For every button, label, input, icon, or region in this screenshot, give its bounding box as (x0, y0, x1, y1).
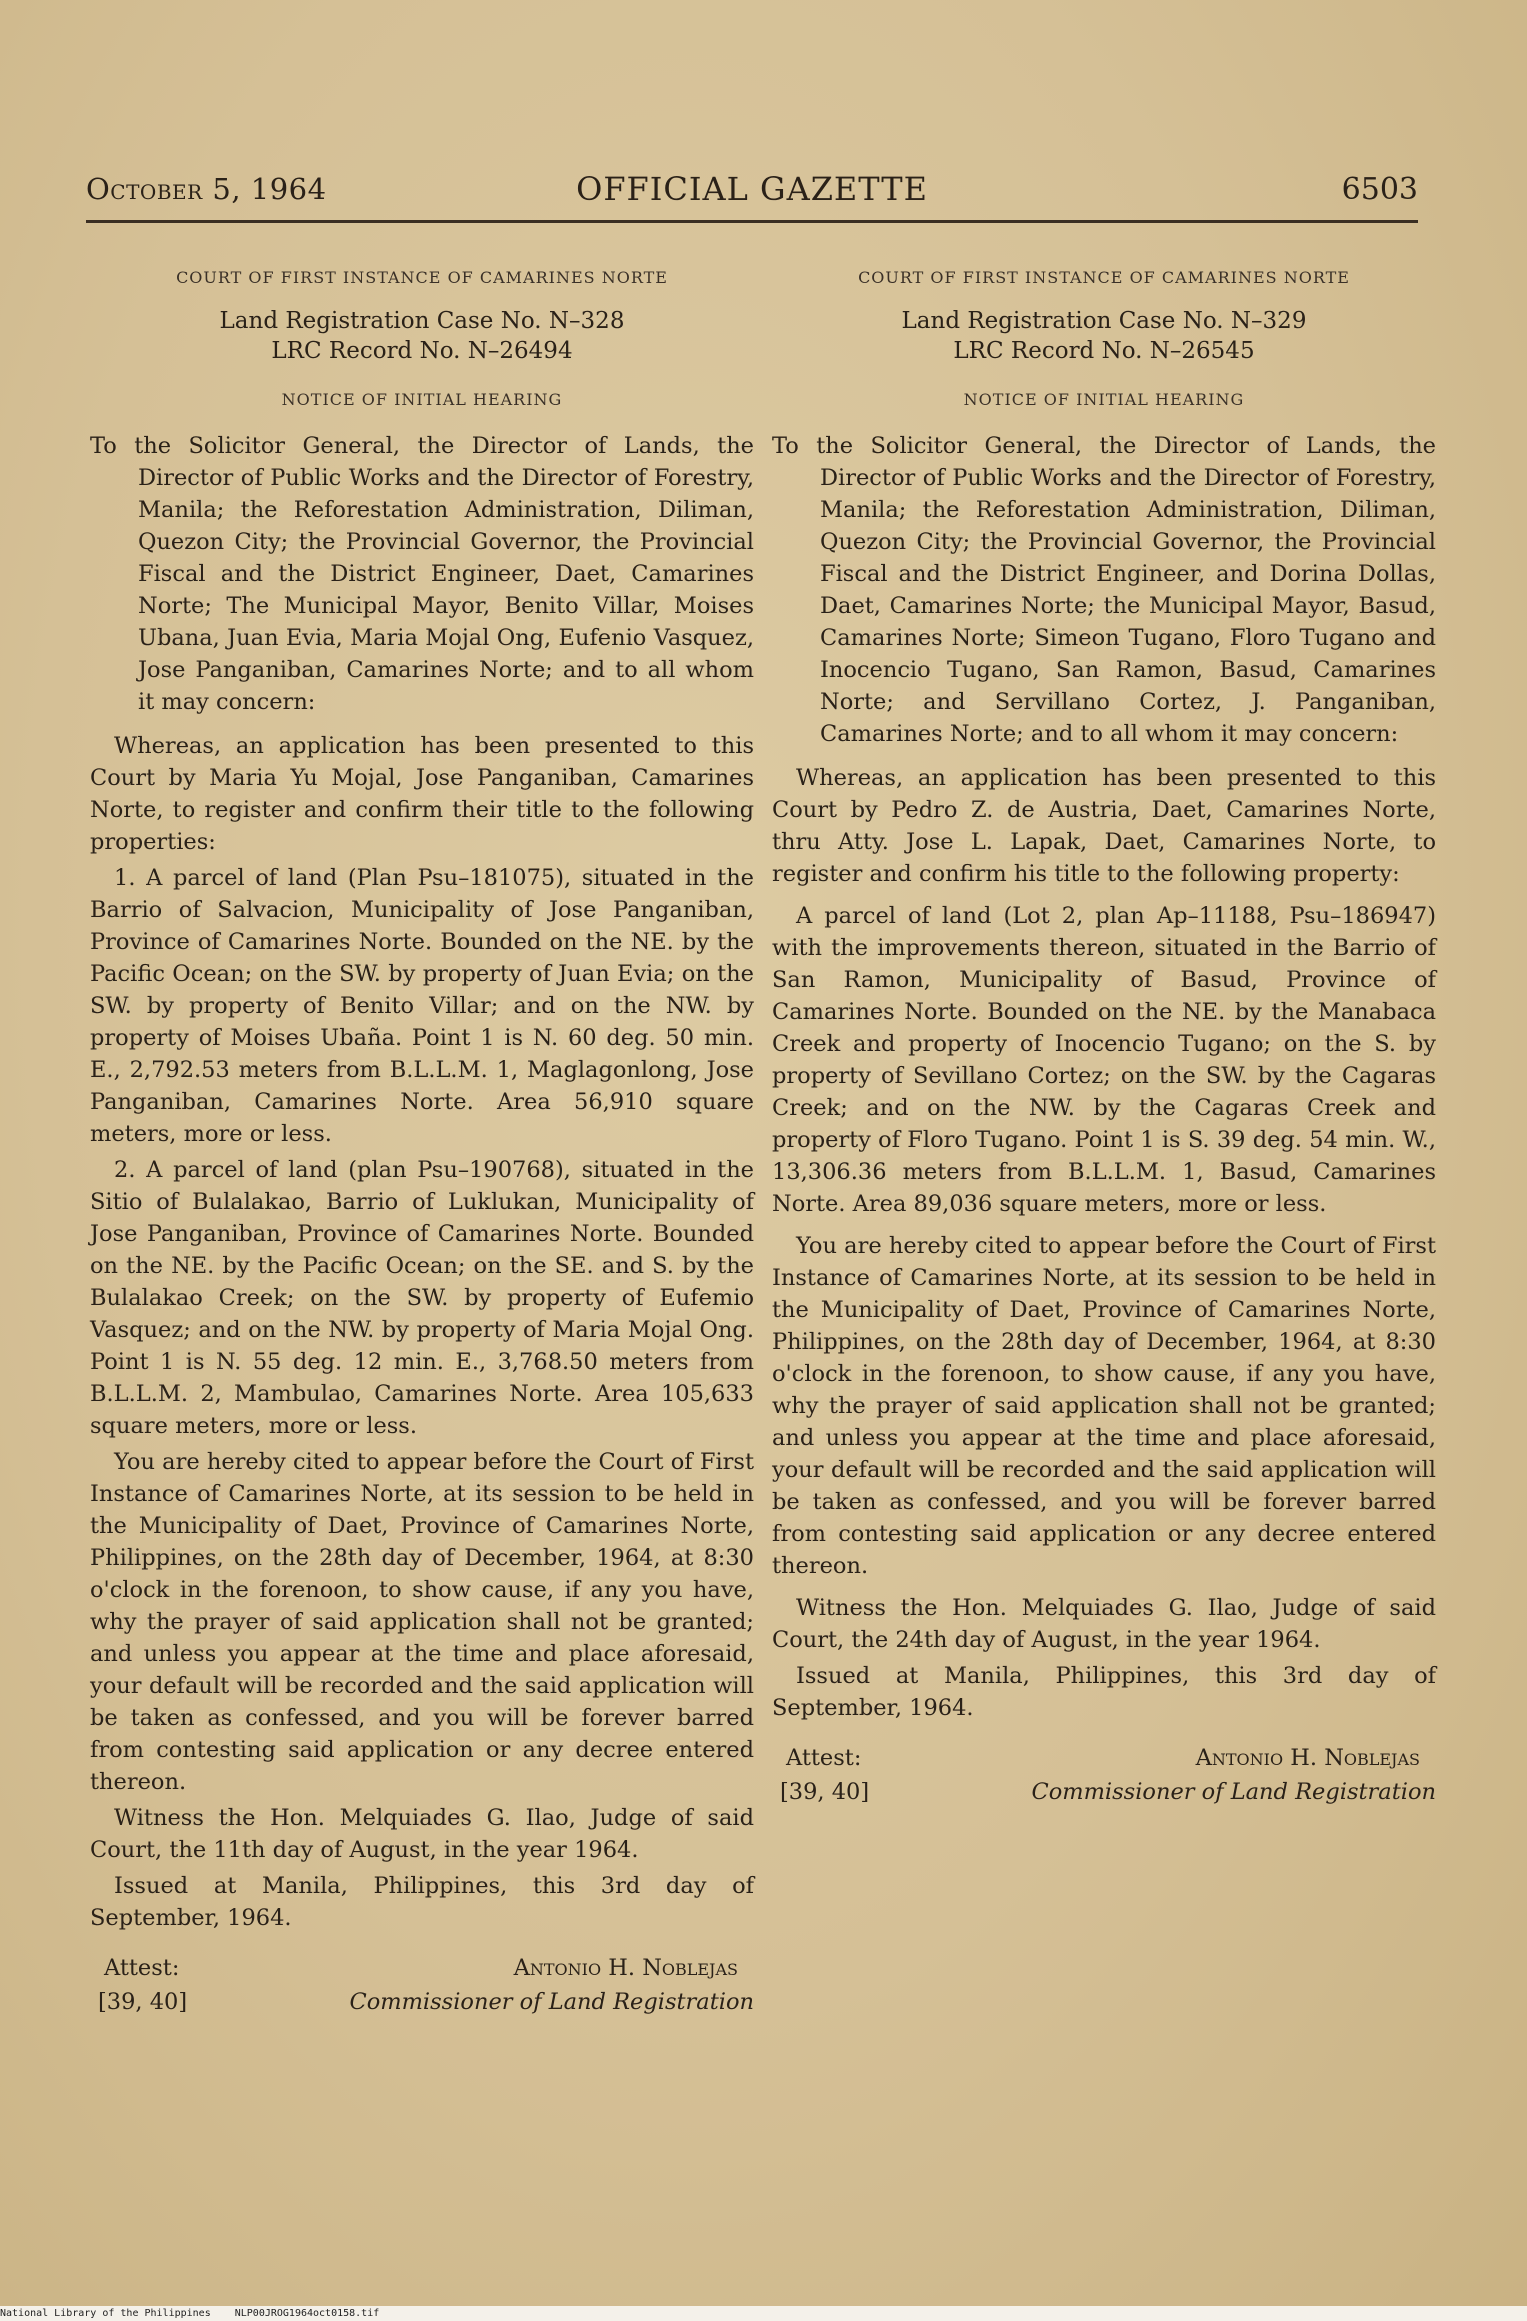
attest-label: Attest: (786, 1745, 862, 1771)
left-column-notice (90, 262, 754, 2024)
attest-label: Attest: (104, 1955, 180, 1981)
witness-paragraph: Witness the Hon. Melquiades G. Ilao, Judge of said Court, the 24th day of August, in the year 1964. (772, 1595, 1436, 1653)
case-number: Land Registration Case No. N–328 (219, 308, 625, 334)
court-heading: COURT OF FIRST INSTANCE OF CAMARINES NORTE (858, 268, 1350, 287)
parcel-paragraph: A parcel of land (Lot 2, plan Ap–11188, Psu–186947) with the improvements thereon, situated in the Barrio of San Ramon, Municipality of Basud, Province of Camarines Norte. Bounded on the NE. by the Manabaca Creek and property of Inocencio Tugano; on the S. by property of Sevillano Cortez; on the SW. by the Cagaras Creek; and on the NW. by the Cagaras Creek and property of Floro Tugano. Point 1 is S. 39 deg. 54 min. W., 13,306.36 meters from B.L.L.M. 1, Basud, Camarines Norte. Area 89,036 square meters, more or less. (772, 903, 1436, 1217)
notice-heading: NOTICE OF INITIAL HEARING (963, 390, 1245, 409)
parcel-1-paragraph: 1. A parcel of land (Plan Psu–181075), situated in the Barrio of Salvacion, Municipality of Jose Panganiban, Province of Camarines Norte. Bounded on the NE. by the Pacific Ocean; on the SW. by property of Juan Evia; on the SW. by property of Benito Villar; and on the NW. by property of Moises Ubaña. Point 1 is N. 60 deg. 50 min. E., 2,792.53 meters from B.L.L.M. 1, Maglagonlong, Jose Panganiban, Camarines Norte. Area 56,910 square meters, more or less. (90, 865, 754, 1147)
publication-title: OFFICIAL GAZETTE (576, 170, 928, 208)
scan-filename: NLP00JROG1964oct0158.tif (234, 2308, 380, 2319)
issue-reference: [39, 40] (98, 1989, 188, 2015)
library-name: National Library of the Philippines (0, 2308, 211, 2319)
notice-heading: NOTICE OF INITIAL HEARING (281, 390, 563, 409)
addressee-paragraph: To the Solicitor General, the Director of Lands, the Director of Public Works and the Director of Forestry, Manila; the Reforestation Administration, Diliman, Quezon City; the Provincial Governor, the Provincial Fiscal and the District Engineer, and Dorina Dollas, Daet, Camarines Norte; the Municipal Mayor, Basud, Camarines Norte; Simeon Tugano, Floro Tugano and Inocencio Tugano, San Ramon, Basud, Camarines Norte; and Servillano Cortez, J. Panganiban, Camarines Norte; and to all whom it may concern: (772, 433, 1436, 747)
addressee-paragraph: To the Solicitor General, the Director of Lands, the Director of Public Works and the Director of Forestry, Manila; the Reforestation Administration, Diliman, Quezon City; the Provincial Governor, the Provincial Fiscal and the District Engineer, Daet, Camarines Norte; The Municipal Mayor, Benito Villar, Moises Ubana, Juan Evia, Maria Mojal Ong, Eufenio Vasquez, Jose Panganiban, Camarines Norte; and to all whom it may concern: (90, 433, 754, 715)
record-number: LRC Record No. N–26494 (271, 338, 573, 364)
issued-paragraph: Issued at Manila, Philippines, this 3rd day of September, 1964. (772, 1663, 1436, 1721)
parcel-2-paragraph: 2. A parcel of land (plan Psu–190768), situated in the Sitio of Bulalakao, Barrio of Luklukan, Municipality of Jose Panganiban, Province of Camarines Norte. Bounded on the NE. by the Pacific Ocean; on the SE. and S. by the Bulalakao Creek; on the SW. by property of Eufemio Vasquez; and on the NW. by property of Maria Mojal Ong. Point 1 is N. 55 deg. 12 min. E., 3,768.50 meters from B.L.L.M. 2, Mambulao, Camarines Norte. Area 105,633 square meters, more or less. (90, 1157, 754, 1439)
attestation-block (772, 1742, 1436, 1814)
attest-name: Antonio H. Noblejas (513, 1955, 738, 1981)
header-date: October 5, 1964 (86, 172, 327, 206)
page-header (86, 168, 1418, 218)
attest-role: Commissioner of Land Registration (349, 1989, 754, 2015)
header-rule (86, 220, 1418, 223)
record-number: LRC Record No. N–26545 (953, 338, 1255, 364)
attest-role: Commissioner of Land Registration (1031, 1779, 1436, 1805)
case-number: Land Registration Case No. N–329 (901, 308, 1307, 334)
issued-paragraph: Issued at Manila, Philippines, this 3rd day of September, 1964. (90, 1873, 754, 1931)
attestation-block (90, 1952, 754, 2024)
cited-paragraph: You are hereby cited to appear before the Court of First Instance of Camarines Norte, at its session to be held in the Municipality of Daet, Province of Camarines Norte, Philippines, on the 28th day of December, 1964, at 8:30 o'clock in the forenoon, to show cause, if any you have, why the prayer of said application shall not be granted; and unless you appear at the time and place aforesaid, your default will be recorded and the said application will be taken as confessed, and you will be forever barred from contesting said application or any decree entered thereon. (90, 1449, 754, 1795)
attest-name: Antonio H. Noblejas (1195, 1745, 1420, 1771)
whereas-paragraph: Whereas, an application has been presented to this Court by Pedro Z. de Austria, Daet, Camarines Norte, thru Atty. Jose L. Lapak, Daet, Camarines Norte, to register and confirm his title to the following property: (772, 765, 1436, 887)
cited-paragraph: You are hereby cited to appear before the Court of First Instance of Camarines Norte, at its session to be held in the Municipality of Daet, Province of Camarines Norte, Philippines, on the 28th day of December, 1964, at 8:30 o'clock in the forenoon, to show cause, if any you have, why the prayer of said application shall not be granted; and unless you appear at the time and place aforesaid, your default will be recorded and the said application will be taken as confessed, and you will be forever barred from contesting said application or any decree entered thereon. (772, 1233, 1436, 1579)
witness-paragraph: Witness the Hon. Melquiades G. Ilao, Judge of said Court, the 11th day of August, in the year 1964. (90, 1805, 754, 1863)
court-heading: COURT OF FIRST INSTANCE OF CAMARINES NORTE (176, 268, 668, 287)
issue-reference: [39, 40] (780, 1779, 870, 1805)
page-number: 6503 (1341, 172, 1418, 207)
scan-footer (0, 2306, 1527, 2321)
whereas-paragraph: Whereas, an application has been presented to this Court by Maria Yu Mojal, Jose Panganiban, Camarines Norte, to register and confirm their title to the following properties: (90, 733, 754, 855)
right-column-notice (772, 262, 1436, 1814)
